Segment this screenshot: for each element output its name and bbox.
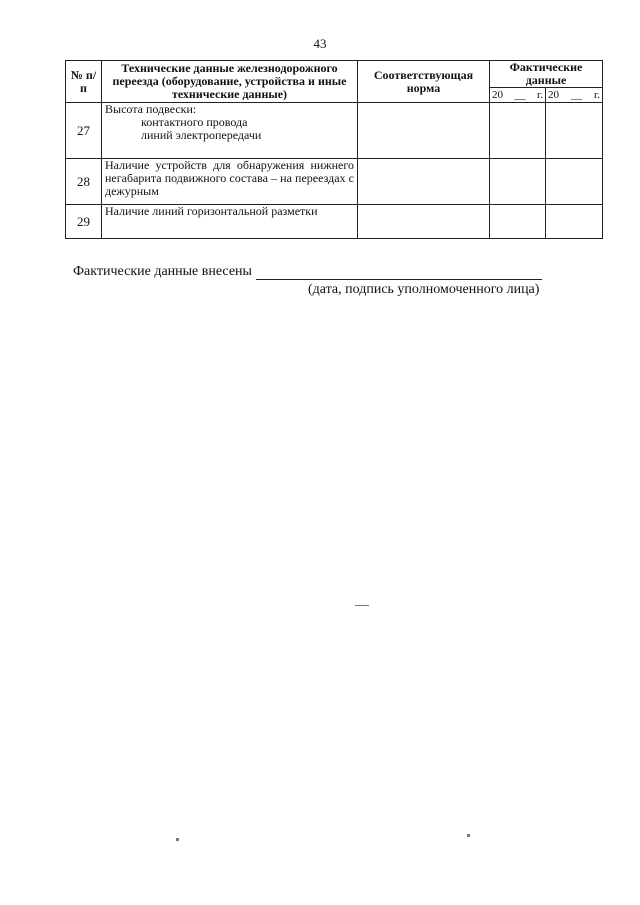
- scan-speck: [176, 838, 179, 841]
- row-description: Наличие линий горизонтальной разметки: [102, 205, 358, 239]
- scan-speck: [467, 834, 470, 837]
- signature-row: [73, 264, 542, 280]
- data-table: [65, 60, 603, 239]
- header-year-1: [490, 88, 546, 103]
- row-title: Высота подвески:: [105, 102, 197, 116]
- row-description: [102, 103, 358, 159]
- header-row: [66, 61, 603, 88]
- header-num: № п/п: [66, 61, 102, 103]
- year-suffix: г.: [536, 88, 543, 101]
- row-number: 27: [66, 103, 102, 159]
- header-year-2: [546, 88, 603, 103]
- header-tech: Технические данные железнодорожного переезда (оборудование, устройства и иные технические данные): [102, 61, 358, 103]
- row-description: Наличие устройств для обнаружения нижнего негабарита подвижного состава – на переездах с дежурным: [102, 159, 358, 205]
- row-norm-cell: [358, 103, 490, 159]
- signature-label: Фактические данные внесены: [73, 264, 252, 279]
- row-item: контактного провода: [141, 115, 248, 129]
- row-number: 28: [66, 159, 102, 205]
- row-year-2-cell: [546, 103, 603, 159]
- header-norm: Соответствующая норма: [358, 61, 490, 103]
- year-blank: __: [514, 88, 526, 101]
- table-row: [66, 205, 603, 239]
- year-suffix: г.: [593, 88, 600, 101]
- year-prefix: 20: [492, 88, 503, 101]
- row-norm-cell: [358, 159, 490, 205]
- row-year-1-cell: [490, 159, 546, 205]
- year-prefix: 20: [548, 88, 559, 101]
- row-year-1-cell: [490, 103, 546, 159]
- signature-line[interactable]: [256, 265, 542, 280]
- row-year-2-cell: [546, 159, 603, 205]
- table-row: [66, 159, 603, 205]
- page-number: 43: [313, 36, 327, 51]
- header-actual: Фактические данные: [490, 61, 603, 88]
- row-norm-cell: [358, 205, 490, 239]
- row-number: 29: [66, 205, 102, 239]
- table-row: [66, 103, 603, 159]
- year-blank: __: [570, 88, 582, 101]
- row-item: линий электропередачи: [141, 128, 262, 142]
- signature-caption: (дата, подпись уполномоченного лица): [308, 282, 540, 297]
- scan-speck: [355, 605, 369, 606]
- row-year-1-cell: [490, 205, 546, 239]
- row-year-2-cell: [546, 205, 603, 239]
